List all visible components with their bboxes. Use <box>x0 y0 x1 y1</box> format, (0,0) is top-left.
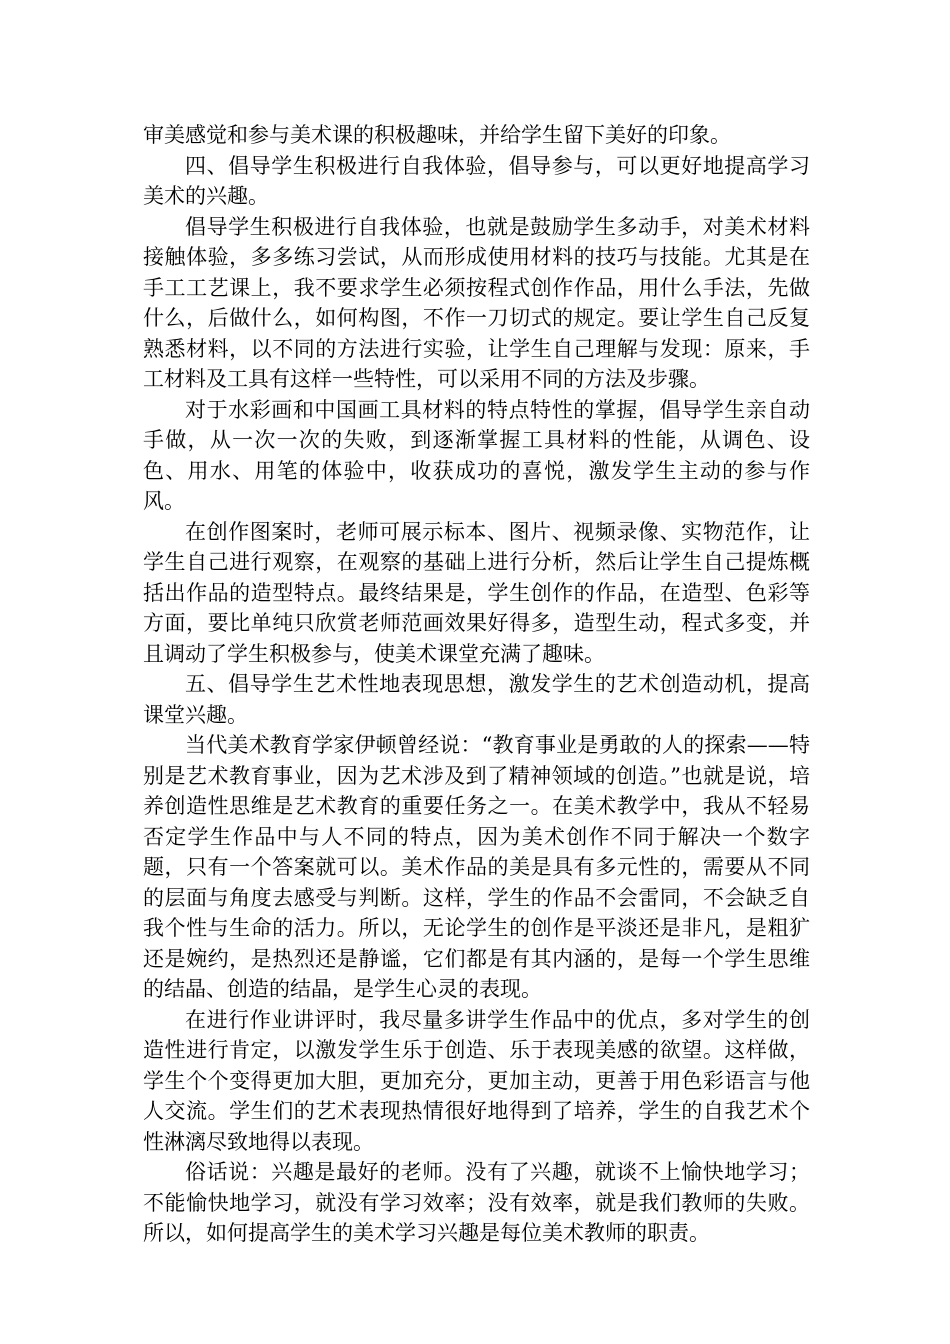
paragraph: 倡导学生积极进行自我体验，也就是鼓励学生多动手，对美术材料接触体验，多多练习尝试，从而形成使用材料的技巧与技能。尤其是在手工工艺课上，我不要求学生必须按程式创作作品，用什么手法，先做什么，后做什么，如何构图，不作一刀切式的规定。要让学生自己反复熟悉材料，以不同的方法进行实验，让学生自己理解与发现：原来，手工材料及工具有这样一些特性，可以采用不同的方法及步骤。 <box>143 214 810 391</box>
paragraph: 当代美术教育学家伊顿曾经说：“教育事业是勇敢的人的探索——特别是艺术教育事业，因为艺术涉及到了精神领域的创造。”也就是说，培养创造性思维是艺术教育的重要任务之一。在美术教学中，我从不轻易否定学生作品中与人不同的特点，因为美术创作不同于解决一个数字题，只有一个答案就可以。美术作品的美是具有多元性的，需要从不同的层面与角度去感受与判断。这样，学生的作品不会雷同，不会缺乏自我个性与生命的活力。所以，无论学生的创作是平淡还是非凡，是粗犷还是婉约，是热烈还是静谧，它们都是有其内涵的，是每一个学生思维的结晶、创造的结晶，是学生心灵的表现。 <box>143 733 810 1001</box>
section-heading-five: 五、倡导学生艺术性地表现思想，激发学生的艺术创造动机，提高课堂兴趣。 <box>143 672 810 727</box>
paragraph: 对于水彩画和中国画工具材料的特点特性的掌握，倡导学生亲自动手做，从一次一次的失败，到逐渐掌握工具材料的性能，从调色、设色、用水、用笔的体验中，收获成功的喜悦，激发学生主动的参与作风。 <box>143 397 810 513</box>
paragraph-conclusion: 俗话说：兴趣是最好的老师。没有了兴趣，就谈不上愉快地学习；不能愉快地学习，就没有学习效率；没有效率，就是我们教师的失败。所以，如何提高学生的美术学习兴趣是每位美术教师的职责。 <box>143 1160 810 1245</box>
document-body <box>143 120 810 1249</box>
paragraph: 在进行作业讲评时，我尽量多讲学生作品中的优点，多对学生的创造性进行肯定，以激发学生乐于创造、乐于表现美感的欲望。这样做，学生个个变得更加大胆，更加充分，更加主动，更善于用色彩语言与他人交流。学生们的艺术表现热情很好地得到了培养，学生的自我艺术个性淋漓尽致地得以表现。 <box>143 1007 810 1154</box>
paragraph-continuation: 审美感觉和参与美术课的积极趣味，并给学生留下美好的印象。 <box>143 123 731 147</box>
section-heading-four: 四、倡导学生积极进行自我体验，倡导参与，可以更好地提高学习美术的兴趣。 <box>143 153 810 208</box>
paragraph: 在创作图案时，老师可展示标本、图片、视频录像、实物范作，让学生自己进行观察，在观察的基础上进行分析，然后让学生自己提炼概括出作品的造型特点。最终结果是，学生创作的作品，在造型、色彩等方面，要比单纯只欣赏老师范画效果好得多，造型生动，程式多变，并且调动了学生积极参与，使美术课堂充满了趣味。 <box>143 519 810 666</box>
